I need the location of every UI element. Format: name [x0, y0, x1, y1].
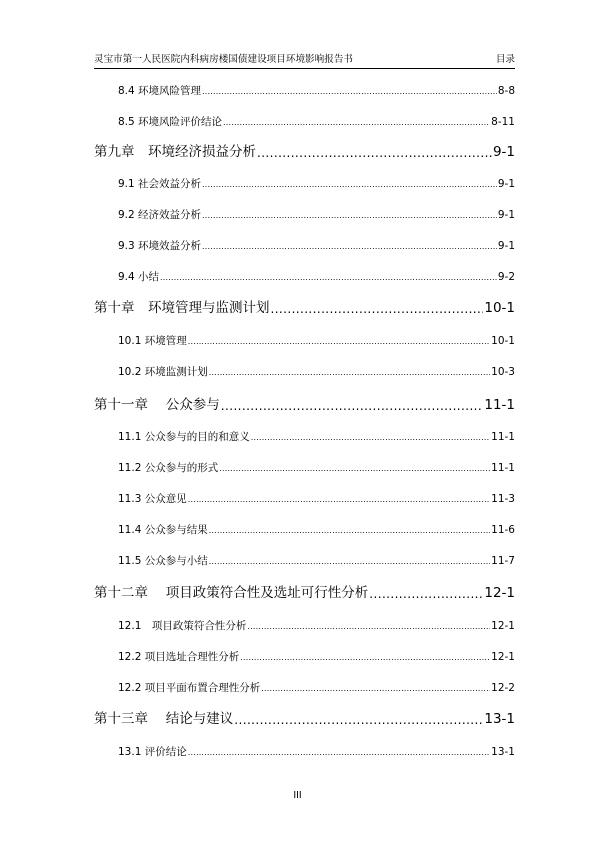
toc-entry-page: 8-8: [497, 85, 515, 97]
toc-entry-12-2b[interactable]: [118, 681, 515, 695]
toc-chapter-13[interactable]: [94, 710, 515, 728]
toc-chapter-label: 第十一章 公众参与: [94, 397, 220, 413]
toc-entry-label: 12.1 项目政策符合性分析: [118, 620, 247, 632]
toc-entry-page: 8-11: [491, 116, 515, 128]
toc-chapter-9[interactable]: [94, 143, 515, 161]
toc-chapter-label: 第十二章 项目政策符合性及选址可行性分析: [94, 585, 369, 601]
dot-leader: [219, 463, 490, 475]
toc-entry-12-2[interactable]: [118, 650, 515, 664]
toc-chapter-11[interactable]: [94, 396, 515, 414]
dot-leader: [202, 241, 497, 253]
toc-entry-label: 13.1 评价结论: [118, 746, 187, 758]
toc-entry-label: 12.2 项目平面布置合理性分析: [118, 682, 261, 694]
toc-entry-label: 11.1 公众参与的目的和意义: [118, 431, 250, 443]
toc-entry-label: 9.4 小结: [118, 271, 160, 283]
toc-entry-page: 10-3: [491, 366, 515, 378]
toc-entry-label: 9.2 经济效益分析: [118, 209, 202, 221]
toc-chapter-12[interactable]: [94, 584, 515, 602]
toc-entry-label: 8.5 环境风险评价结论: [118, 116, 223, 128]
dot-leader: [271, 301, 484, 317]
toc-chapter-label: 第九章 环境经济损益分析: [94, 144, 256, 160]
dot-leader: [202, 210, 497, 222]
toc-entry-label: 10.1 环境管理: [118, 335, 187, 347]
toc-entry-page: 10-1: [484, 300, 515, 316]
toc-entry-page: 11-1: [484, 397, 515, 413]
toc-entry-label: 11.3 公众意见: [118, 493, 187, 505]
dot-leader: [188, 336, 490, 348]
toc-entry-label: 11.2 公众参与的形式: [118, 462, 219, 474]
toc-entry-11-3[interactable]: [118, 492, 515, 506]
toc-entry-label: 9.3 环境效益分析: [118, 240, 202, 252]
toc-entry-page: 11-7: [491, 555, 515, 567]
dot-leader: [369, 586, 483, 602]
toc-entry-label: 11.4 公众参与结果: [118, 524, 208, 536]
toc-entry-label: 11.5 公众参与小结: [118, 555, 208, 567]
toc-entry-page: 9-1: [492, 144, 515, 160]
dot-leader: [234, 712, 483, 728]
dot-leader: [209, 556, 490, 568]
toc-entry-page: 11-1: [491, 431, 515, 443]
toc-entry-13-1[interactable]: [118, 745, 515, 759]
dot-leader: [223, 117, 490, 129]
toc-entry-9-3[interactable]: [118, 239, 515, 253]
toc-entry-page: 9-1: [497, 240, 515, 252]
toc-entry-page: 11-3: [491, 493, 515, 505]
toc-entry-11-5[interactable]: [118, 554, 515, 568]
toc-entry-page: 9-2: [497, 271, 515, 283]
toc-entry-page: 13-1: [491, 746, 515, 758]
toc-entry-9-1[interactable]: [118, 177, 515, 191]
toc-entry-page: 12-1: [491, 620, 515, 632]
toc-entry-11-1[interactable]: [118, 430, 515, 444]
toc-entry-8-4[interactable]: [118, 84, 515, 98]
toc-chapter-label: 第十章 环境管理与监测计划: [94, 300, 270, 316]
toc-entry-page: 11-1: [491, 462, 515, 474]
page-header: [94, 54, 515, 69]
toc-chapter-label: 第十三章 结论与建议: [94, 711, 234, 727]
dot-leader: [247, 621, 490, 633]
toc-chapter-10[interactable]: [94, 299, 515, 317]
toc-entry-9-4[interactable]: [118, 270, 515, 284]
toc-entry-label: 12.2 项目选址合理性分析: [118, 651, 240, 663]
toc-entry-page: 12-1: [491, 651, 515, 663]
header-section-label: 目录: [495, 54, 515, 65]
toc-entry-11-4[interactable]: [118, 523, 515, 537]
toc-entry-page: 13-1: [484, 711, 515, 727]
dot-leader: [209, 525, 490, 537]
toc-entry-page: 9-1: [497, 209, 515, 221]
dot-leader: [261, 683, 490, 695]
toc-entry-page: 12-1: [484, 585, 515, 601]
dot-leader: [160, 272, 497, 284]
toc-entry-page: 10-1: [491, 335, 515, 347]
toc-entry-label: 10.2 环境监测计划: [118, 366, 208, 378]
dot-leader: [188, 494, 490, 506]
toc-entry-10-1[interactable]: [118, 334, 515, 348]
toc-entry-page: 12-2: [491, 682, 515, 694]
dot-leader: [257, 145, 492, 161]
dot-leader: [221, 398, 484, 414]
dot-leader: [209, 367, 490, 379]
toc-entry-label: 9.1 社会效益分析: [118, 178, 202, 190]
dot-leader: [240, 652, 490, 664]
dot-leader: [251, 432, 490, 444]
toc-entry-8-5[interactable]: [118, 115, 515, 129]
dot-leader: [202, 86, 497, 98]
toc-entry-12-1[interactable]: [118, 619, 515, 633]
toc-entry-10-2[interactable]: [118, 365, 515, 379]
dot-leader: [202, 179, 497, 191]
toc-entry-9-2[interactable]: [118, 208, 515, 222]
toc-entry-page: 9-1: [497, 178, 515, 190]
dot-leader: [188, 747, 490, 759]
toc-entry-label: 8.4 环境风险管理: [118, 85, 202, 97]
document-title: 灵宝市第一人民医院内科病房楼国债建设项目环境影响报告书: [94, 54, 354, 65]
toc-entry-11-2[interactable]: [118, 461, 515, 475]
page-number: III: [293, 790, 302, 801]
toc-entry-page: 11-6: [491, 524, 515, 536]
